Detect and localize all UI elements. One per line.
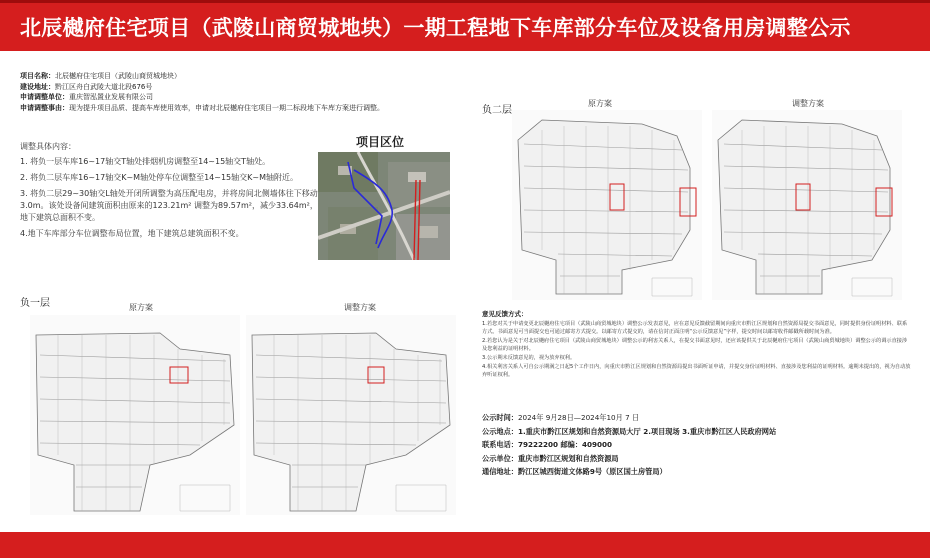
place-row (482, 425, 776, 439)
notice-facts (482, 411, 776, 479)
feedback-title: 意见反馈方式： (482, 310, 528, 318)
header-banner (0, 3, 930, 51)
phone-label: 联系电话： (482, 440, 518, 449)
site-value: 黔江区舟白武陵大道北段676号 (55, 82, 153, 91)
place-value: 1.重庆市黔江区规划和自然资源局大厅 2.项目现场 3.重庆市黔江区人民政府网站 (517, 426, 777, 436)
aerial-photo-graphic (318, 152, 450, 260)
feedback-paragraph: 1.若您对关于申请变更北辰樾府住宅项目（武陵山商贸城地块）调整公示发表意见，应在意见反馈截留期间向重庆市黔江区规划和自然资源局提交书面意见，同时提供身份证明材料、联系方式。书面意见可当面提交也可通过邮寄方式提交。以邮寄方式提交的，请在信封正面注明“公示反馈意见”字样，提交时间以邮寄收件邮戳所载时间为准。 (482, 320, 908, 336)
project-info (20, 71, 460, 113)
applicant-label: 申请调整单位： (20, 93, 69, 101)
b2-original-plan (512, 110, 702, 300)
phone-value: 79222200 邮编：409000 (517, 440, 613, 449)
b1-adjusted-caption: 调整方案 (344, 303, 376, 312)
b2-adjusted-plan (712, 110, 902, 300)
b1-adjusted-plan-drawing (246, 315, 456, 515)
feedback-paragraph: 2.若您认为是关于对北辰樾府住宅项目（武陵山商贸城地块）调整公示的利害关系人，在提交书面意见时，还应该提供关于北辰樾府住宅项目（武陵山商贸城地块）调整公示的调示直接涉及您利益的证明材料。 (482, 337, 908, 353)
phone-row (482, 438, 776, 452)
location-aerial-image (318, 152, 450, 260)
applicant-value: 重庆智泓置业发展有限公司 (69, 93, 153, 101)
header-divider (0, 51, 930, 56)
adjustment-content (20, 141, 320, 244)
adjustment-item: 3. 将负二层29~30轴交L轴处开闭所调整为高压配电房，并将房间北侧墙体往下移动3.0m。该处设备间建筑面积由原来的123.21m² 调整为89.57m²，减少33.64m²，地下建筑总面积不变。 (20, 189, 318, 222)
floor-b2-label: 负二层 (482, 105, 512, 116)
feedback-paragraph: 4.相关利害关系人可自公示期满之日起5个工作日内，向重庆市黔江区规划和自然资源局提出书面听证申请，并提交身份证明材料、直接涉及您利益的证明材料。逾期未提出的，视为自动放弃听证权利。 (482, 363, 911, 379)
unit-row (482, 452, 776, 466)
site-row (20, 82, 460, 93)
address-value: 黔江区城西街道文体路9号（原区国土房管局） (517, 467, 667, 476)
period-row (482, 411, 776, 425)
project-name-label: 项目名称： (20, 72, 55, 80)
period-label: 公示时间： (482, 413, 518, 422)
b2-original-plan-drawing (512, 110, 702, 300)
footer-banner (0, 532, 930, 558)
adjustment-title: 调整具体内容： (20, 142, 76, 151)
address-row (482, 465, 776, 479)
b2-adjusted-plan-drawing (712, 110, 902, 300)
floor-b1-label: 负一层 (20, 298, 50, 309)
reason-value: 现为提升项目品质、提高车库使用效率，申请对北辰樾府住宅项目一期二标段地下车库方案进行调整。 (69, 103, 384, 112)
unit-label: 公示单位： (482, 453, 518, 463)
adjustment-item: 2. 将负二层车库16~17轴交K~M轴处停车位调整至14~15轴交K~M轴附近。 (20, 173, 299, 182)
project-name-row (20, 71, 460, 82)
adjustment-item: 4.地下车库部分车位调整布局位置，地下建筑总建筑面积不变。 (20, 229, 244, 238)
b1-original-caption: 原方案 (129, 303, 153, 312)
b1-original-plan (30, 315, 240, 515)
address-label: 通信地址： (482, 467, 518, 476)
feedback-section (482, 310, 912, 380)
b2-original-caption: 原方案 (588, 99, 612, 108)
feedback-paragraph: 3.公示期未反馈意见的，视为放弃权利。 (482, 354, 576, 361)
period-value: 2024年 9月28日—2024年10月 7 日 (517, 413, 640, 422)
applicant-row (20, 92, 460, 103)
site-label: 建设地址： (20, 82, 55, 91)
place-label: 公示地点： (482, 426, 518, 436)
b1-original-plan-drawing (30, 315, 240, 515)
reason-label: 申请调整事由： (20, 103, 69, 112)
page-title: 北辰樾府住宅项目（武陵山商贸城地块）一期工程地下车库部分车位及设备用房调整公示 (20, 16, 851, 40)
reason-row (20, 103, 460, 114)
unit-value: 重庆市黔江区规划和自然资源局 (517, 453, 619, 463)
b1-adjusted-plan (246, 315, 456, 515)
project-name-value: 北辰樾府住宅项目（武陵山商贸城地块） (55, 72, 181, 80)
adjustment-item: 1. 将负一层车库16~17轴交T轴处排烟机房调整至14~15轴交T轴处。 (20, 157, 271, 166)
location-title: 项目区位 (356, 135, 405, 149)
b2-adjusted-caption: 调整方案 (792, 99, 824, 108)
